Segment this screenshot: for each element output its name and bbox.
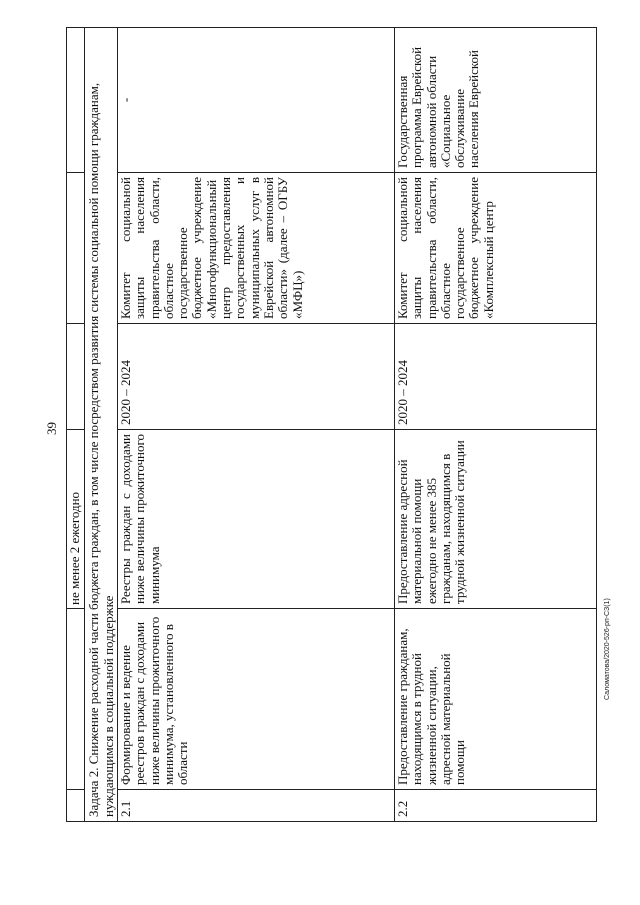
top-row-note: не менее 2 ежегодно	[67, 491, 82, 605]
row-executor: Комитет социальной защиты населения правительства области, областное государственное бюджетное учреждение «Многофункциональный центр предоставления государственных и муниципальных услуг в Еврейской автономной области» (далее – ОГБУ «МФЦ»)	[118, 177, 305, 319]
row-period: 2020 – 2024	[118, 360, 133, 425]
table-border	[596, 27, 597, 822]
row-number: 2.2	[395, 800, 410, 817]
row-activity: Формирование и ведение реестров граждан с доходами ниже величины прожиточного минимума, установленного в области	[118, 616, 191, 785]
row-activity: Предоставление гражданам, находящимся в трудной жизненной ситуации, адресной материальной помощи	[395, 628, 468, 785]
row-program: -	[118, 97, 133, 103]
table-border	[66, 323, 84, 324]
row-number: 2.1	[118, 800, 133, 817]
row-result: Реестры граждан с доходами ниже величины прожиточного минимума	[118, 434, 162, 604]
task-heading: Задача 2. Снижение расходной части бюджета граждан, в том числе посредством развития системы социальной помощи гражданам, нуждающимся в социальной поддержке	[86, 82, 116, 817]
table-border	[66, 172, 84, 173]
row-executor: Комитет социальной защиты населения правительства области, областное государственное бюджетное учреждение «Комплексный центр	[395, 177, 496, 319]
activity-table	[66, 27, 596, 822]
table-border	[66, 821, 596, 822]
row-program: Государственная программа Еврейской автономной области «Социальное обслуживание населения Еврейской	[395, 46, 482, 168]
page-number: 39	[44, 422, 59, 435]
row-result: Предоставление адресной материальной помощи ежегодно не менее 385 гражданам, находящимся в трудной жизненной ситуации	[395, 440, 468, 604]
table-border	[66, 789, 84, 790]
table-border	[66, 27, 67, 822]
row-period: 2020 – 2024	[395, 360, 410, 425]
document-code: Саломатова/2020-526-рп-СЗ(1)	[604, 598, 611, 700]
